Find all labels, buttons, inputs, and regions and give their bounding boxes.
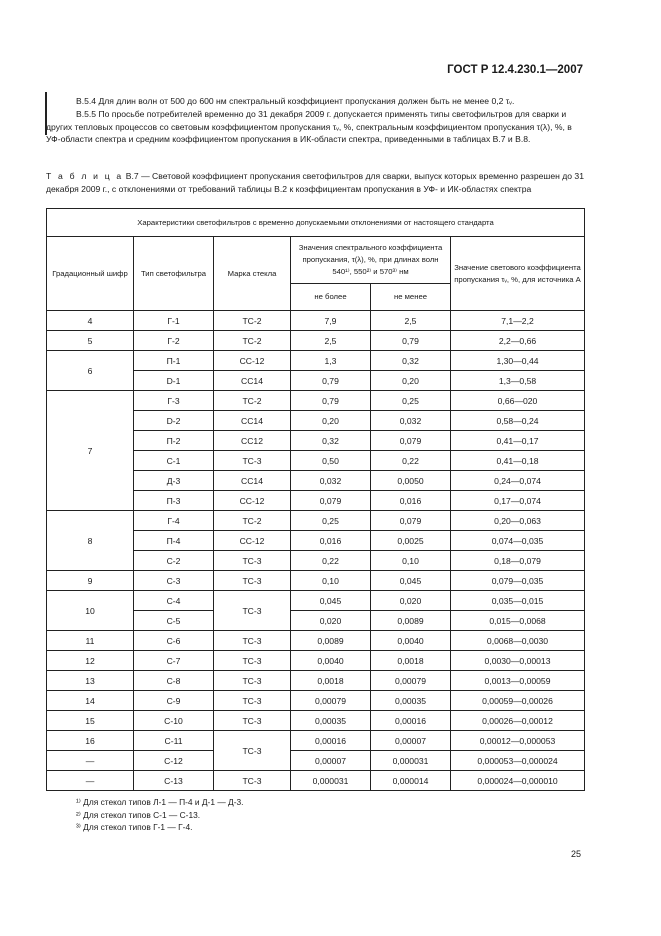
cell-grade: 9 [47, 571, 134, 591]
cell-glass: ТС-2 [214, 511, 291, 531]
cell-glass: ТС-3 [214, 551, 291, 571]
cell-glass: ТС-2 [214, 311, 291, 331]
cell-type: С-11 [134, 731, 214, 751]
document-code: ГОСТ Р 12.4.230.1—2007 [447, 64, 583, 76]
footnotes [76, 796, 243, 834]
cell-grade: 15 [47, 711, 134, 731]
cell-type: С-3 [134, 571, 214, 591]
cell-spectral-min: 0,0025 [371, 531, 451, 551]
cell-spectral-max: 0,0089 [291, 631, 371, 651]
cell-spectral-min: 0,10 [371, 551, 451, 571]
cell-spectral-min: 2,5 [371, 311, 451, 331]
cell-glass: ТС-3 [214, 631, 291, 651]
cell-light-transmittance: 0,20—0,063 [451, 511, 585, 531]
page-number: 25 [570, 849, 581, 859]
cell-spectral-min: 0,00079 [371, 671, 451, 691]
cell-type: Г-3 [134, 391, 214, 411]
cell-grade: — [47, 771, 134, 791]
cell-glass: СС14 [214, 371, 291, 391]
footnote-3: ³⁾ Для стекол типов Г-1 — Г-4. [76, 822, 193, 832]
cell-type: С-4 [134, 591, 214, 611]
cell-type: П-1 [134, 351, 214, 371]
cell-type: С-2 [134, 551, 214, 571]
cell-light-transmittance: 0,000053—0,000024 [451, 751, 585, 771]
header-spectral-min: не менее [371, 284, 451, 311]
cell-type: Г-1 [134, 311, 214, 331]
cell-light-transmittance: 0,074—0,035 [451, 531, 585, 551]
cell-light-transmittance: 0,0013—0,00059 [451, 671, 585, 691]
table-row [47, 391, 585, 411]
cell-spectral-max: 0,0040 [291, 651, 371, 671]
cell-glass: ТС-3 [214, 711, 291, 731]
cell-spectral-min: 0,00007 [371, 731, 451, 751]
cell-spectral-min: 0,000031 [371, 751, 451, 771]
cell-light-transmittance: 0,58—0,24 [451, 411, 585, 431]
cell-grade: 10 [47, 591, 134, 631]
paragraph-b54: В.5.4 Для длин волн от 500 до 600 нм спектральный коэффициент пропускания должен быть не менее 0,2 τᵥ. [76, 96, 515, 106]
footnote-1: ¹⁾ Для стекол типов Л-1 — П-4 и Д-1 — Д-3. [76, 797, 244, 807]
cell-type: Г-4 [134, 511, 214, 531]
cell-glass: ТС-3 [214, 571, 291, 591]
table-row [47, 671, 585, 691]
cell-spectral-max: 1,3 [291, 351, 371, 371]
cell-light-transmittance: 0,0030—0,00013 [451, 651, 585, 671]
cell-light-transmittance: 0,00059—0,00026 [451, 691, 585, 711]
cell-glass: ТС-3 [214, 771, 291, 791]
cell-spectral-max: 0,25 [291, 511, 371, 531]
cell-light-transmittance: 0,000024—0,000010 [451, 771, 585, 791]
header-type: Тип светофильтра [134, 237, 214, 311]
table-row [47, 631, 585, 651]
cell-spectral-min: 0,000014 [371, 771, 451, 791]
cell-spectral-min: 0,79 [371, 331, 451, 351]
cell-spectral-min: 0,045 [371, 571, 451, 591]
cell-glass: ТС-2 [214, 391, 291, 411]
cell-type: Г-2 [134, 331, 214, 351]
table-row [47, 311, 585, 331]
cell-glass: СС14 [214, 411, 291, 431]
cell-spectral-min: 0,079 [371, 511, 451, 531]
cell-glass: ТС-3 [214, 591, 291, 631]
cell-light-transmittance: 0,0068—0,0030 [451, 631, 585, 651]
cell-grade: 11 [47, 631, 134, 651]
table-row [47, 651, 585, 671]
cell-spectral-max: 0,20 [291, 411, 371, 431]
cell-grade: 6 [47, 351, 134, 391]
cell-spectral-max: 0,79 [291, 391, 371, 411]
cell-glass: ТС-3 [214, 451, 291, 471]
table-row [47, 691, 585, 711]
cell-light-transmittance: 0,41—0,18 [451, 451, 585, 471]
table-caption-text: В.7 — Световой коэффициент пропускания светофильтров для сварки, выпуск которых временно разрешен до 31 декабря 2009 г., с отклонениями от требований таблицы В.2 к коэффициентам пропускания в УФ- и ИК-областях спектра [46, 171, 584, 194]
cell-glass: ТС-2 [214, 331, 291, 351]
cell-light-transmittance: 0,18—0,079 [451, 551, 585, 571]
paragraph-b55: В.5.5 По просьбе потребителей временно до 31 декабря 2009 г. допускается применять типы светофильтров для сварки и других тепловых процессов со световым коэффициентом пропускания τᵥ, %, спектральным коэффициентом пропускания τ(λ), %, в УФ-области спектра и средним коэффициентом пропускания в ИК-области спектра, приведенными в таблицах В.7 и В.8. [46, 109, 572, 144]
cell-grade: 14 [47, 691, 134, 711]
cell-spectral-min: 0,20 [371, 371, 451, 391]
cell-light-transmittance: 0,00026—0,00012 [451, 711, 585, 731]
cell-spectral-max: 0,079 [291, 491, 371, 511]
cell-spectral-min: 0,0018 [371, 651, 451, 671]
footnote-2: ²⁾ Для стекол типов С-1 — С-13. [76, 809, 201, 820]
cell-glass: СС-12 [214, 491, 291, 511]
cell-spectral-max: 0,22 [291, 551, 371, 571]
table-caption [46, 170, 586, 195]
cell-spectral-min: 0,25 [371, 391, 451, 411]
cell-type: Д-3 [134, 471, 214, 491]
table-row [47, 711, 585, 731]
cell-light-transmittance: 0,00012—0,000053 [451, 731, 585, 751]
cell-spectral-min: 0,00016 [371, 711, 451, 731]
cell-spectral-min: 0,00035 [371, 691, 451, 711]
cell-spectral-min: 0,020 [371, 591, 451, 611]
cell-type: П-2 [134, 431, 214, 451]
cell-spectral-max: 0,000031 [291, 771, 371, 791]
cell-glass: СС-12 [214, 531, 291, 551]
cell-type: С-13 [134, 771, 214, 791]
cell-glass: СС12 [214, 431, 291, 451]
table-row [47, 331, 585, 351]
cell-spectral-max: 0,0018 [291, 671, 371, 691]
cell-type: С-8 [134, 671, 214, 691]
table-row [47, 771, 585, 791]
header-glass: Марка стекла [214, 237, 291, 311]
cell-spectral-max: 0,10 [291, 571, 371, 591]
cell-light-transmittance: 1,30—0,44 [451, 351, 585, 371]
table-row [47, 731, 585, 751]
cell-type: С-12 [134, 751, 214, 771]
cell-grade: 12 [47, 651, 134, 671]
cell-grade: 13 [47, 671, 134, 691]
table-row [47, 591, 585, 611]
transmittance-table [46, 208, 585, 791]
cell-glass: ТС-3 [214, 651, 291, 671]
cell-spectral-min: 0,016 [371, 491, 451, 511]
cell-spectral-max: 2,5 [291, 331, 371, 351]
cell-light-transmittance: 7,1—2,2 [451, 311, 585, 331]
cell-light-transmittance: 0,17—0,074 [451, 491, 585, 511]
cell-spectral-max: 0,00079 [291, 691, 371, 711]
cell-light-transmittance: 0,41—0,17 [451, 431, 585, 451]
cell-spectral-max: 0,020 [291, 611, 371, 631]
cell-glass: СС-12 [214, 351, 291, 371]
cell-light-transmittance: 1,3—0,58 [451, 371, 585, 391]
cell-spectral-max: 0,045 [291, 591, 371, 611]
cell-spectral-max: 0,00007 [291, 751, 371, 771]
cell-spectral-min: 0,0050 [371, 471, 451, 491]
cell-spectral-min: 0,32 [371, 351, 451, 371]
cell-spectral-min: 0,032 [371, 411, 451, 431]
cell-type: С-5 [134, 611, 214, 631]
cell-glass: СС14 [214, 471, 291, 491]
cell-spectral-min: 0,0089 [371, 611, 451, 631]
cell-type: С-1 [134, 451, 214, 471]
cell-grade: 5 [47, 331, 134, 351]
cell-light-transmittance: 0,24—0,074 [451, 471, 585, 491]
cell-grade: — [47, 751, 134, 771]
cell-glass: ТС-3 [214, 691, 291, 711]
table-row [47, 351, 585, 371]
cell-grade: 8 [47, 511, 134, 571]
cell-type: С-7 [134, 651, 214, 671]
cell-spectral-min: 0,0040 [371, 631, 451, 651]
cell-light-transmittance: 0,079—0,035 [451, 571, 585, 591]
cell-spectral-min: 0,22 [371, 451, 451, 471]
table-row [47, 571, 585, 591]
cell-grade: 16 [47, 731, 134, 751]
cell-spectral-min: 0,079 [371, 431, 451, 451]
cell-spectral-max: 0,32 [291, 431, 371, 451]
header-grade: Градационный шифр [47, 237, 134, 311]
cell-grade: 4 [47, 311, 134, 331]
table-super-header: Характеристики светофильтров с временно допускаемыми отклонениями от настоящего стандарта [47, 209, 585, 237]
cell-spectral-max: 0,016 [291, 531, 371, 551]
cell-glass: ТС-3 [214, 671, 291, 691]
table-row [47, 751, 585, 771]
cell-type: D-2 [134, 411, 214, 431]
cell-spectral-max: 0,79 [291, 371, 371, 391]
cell-light-transmittance: 2,2—0,66 [451, 331, 585, 351]
cell-spectral-max: 0,00035 [291, 711, 371, 731]
cell-spectral-max: 7,9 [291, 311, 371, 331]
cell-spectral-max: 0,032 [291, 471, 371, 491]
cell-spectral-max: 0,00016 [291, 731, 371, 751]
cell-glass: ТС-3 [214, 731, 291, 771]
header-spectral: Значения спектрального коэффициента пропускания, τ(λ), %, при длинах волн 540¹⁾, 550²⁾ и 570³⁾ нм [291, 237, 451, 284]
cell-grade: 7 [47, 391, 134, 511]
cell-type: П-3 [134, 491, 214, 511]
header-spectral-max: не более [291, 284, 371, 311]
table-caption-prefix: Т а б л и ц а [46, 171, 124, 181]
cell-spectral-max: 0,50 [291, 451, 371, 471]
cell-type: П-4 [134, 531, 214, 551]
cell-type: D-1 [134, 371, 214, 391]
cell-type: С-9 [134, 691, 214, 711]
table-row [47, 511, 585, 531]
cell-light-transmittance: 0,66—020 [451, 391, 585, 411]
cell-type: С-10 [134, 711, 214, 731]
cell-light-transmittance: 0,035—0,015 [451, 591, 585, 611]
header-light-transmittance: Значение светового коэффициента пропускания τᵥ, %, для источника А [451, 237, 585, 311]
cell-light-transmittance: 0,015—0,0068 [451, 611, 585, 631]
cell-type: С-6 [134, 631, 214, 651]
